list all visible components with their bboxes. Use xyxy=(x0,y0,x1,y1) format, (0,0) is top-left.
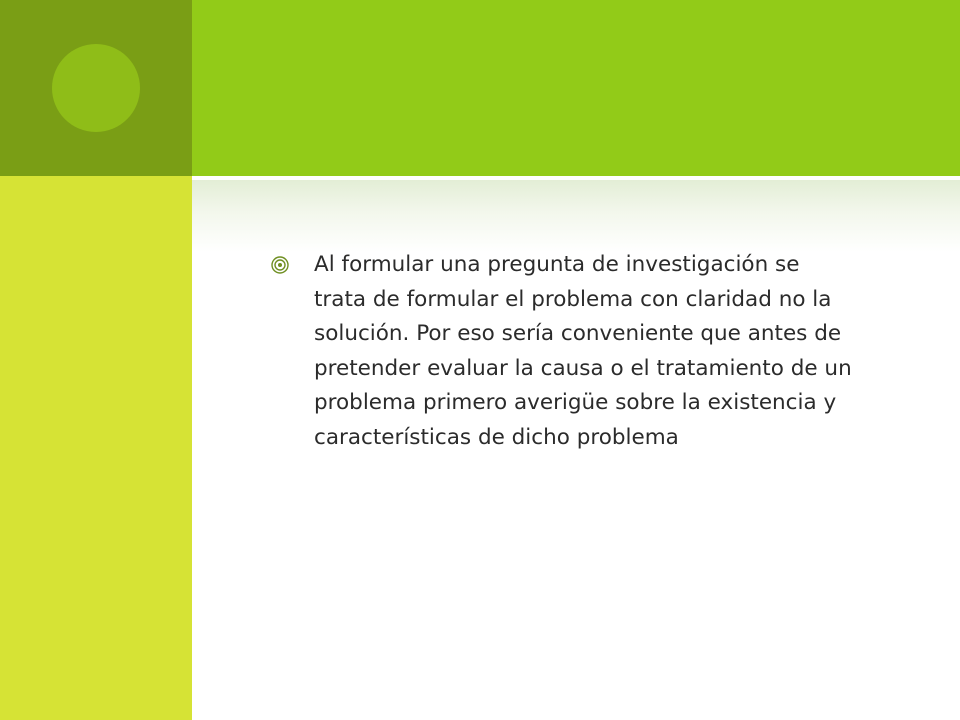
bullet-item xyxy=(270,248,910,455)
bullet-text: Al formular una pregunta de investigación se trata de formular el problema con claridad no la solución. Por eso sería conveniente que antes de pretender evaluar la causa o el tratamiento de un problema primero averigüe sobre la existencia y características de dicho problema xyxy=(314,252,852,450)
decorative-circle xyxy=(52,44,140,132)
gradient-divider xyxy=(192,180,960,252)
concentric-circle-bullet-icon xyxy=(270,255,290,275)
header-band xyxy=(192,0,960,176)
slide-content xyxy=(270,248,910,455)
side-band xyxy=(0,176,192,720)
corner-block xyxy=(0,0,192,176)
